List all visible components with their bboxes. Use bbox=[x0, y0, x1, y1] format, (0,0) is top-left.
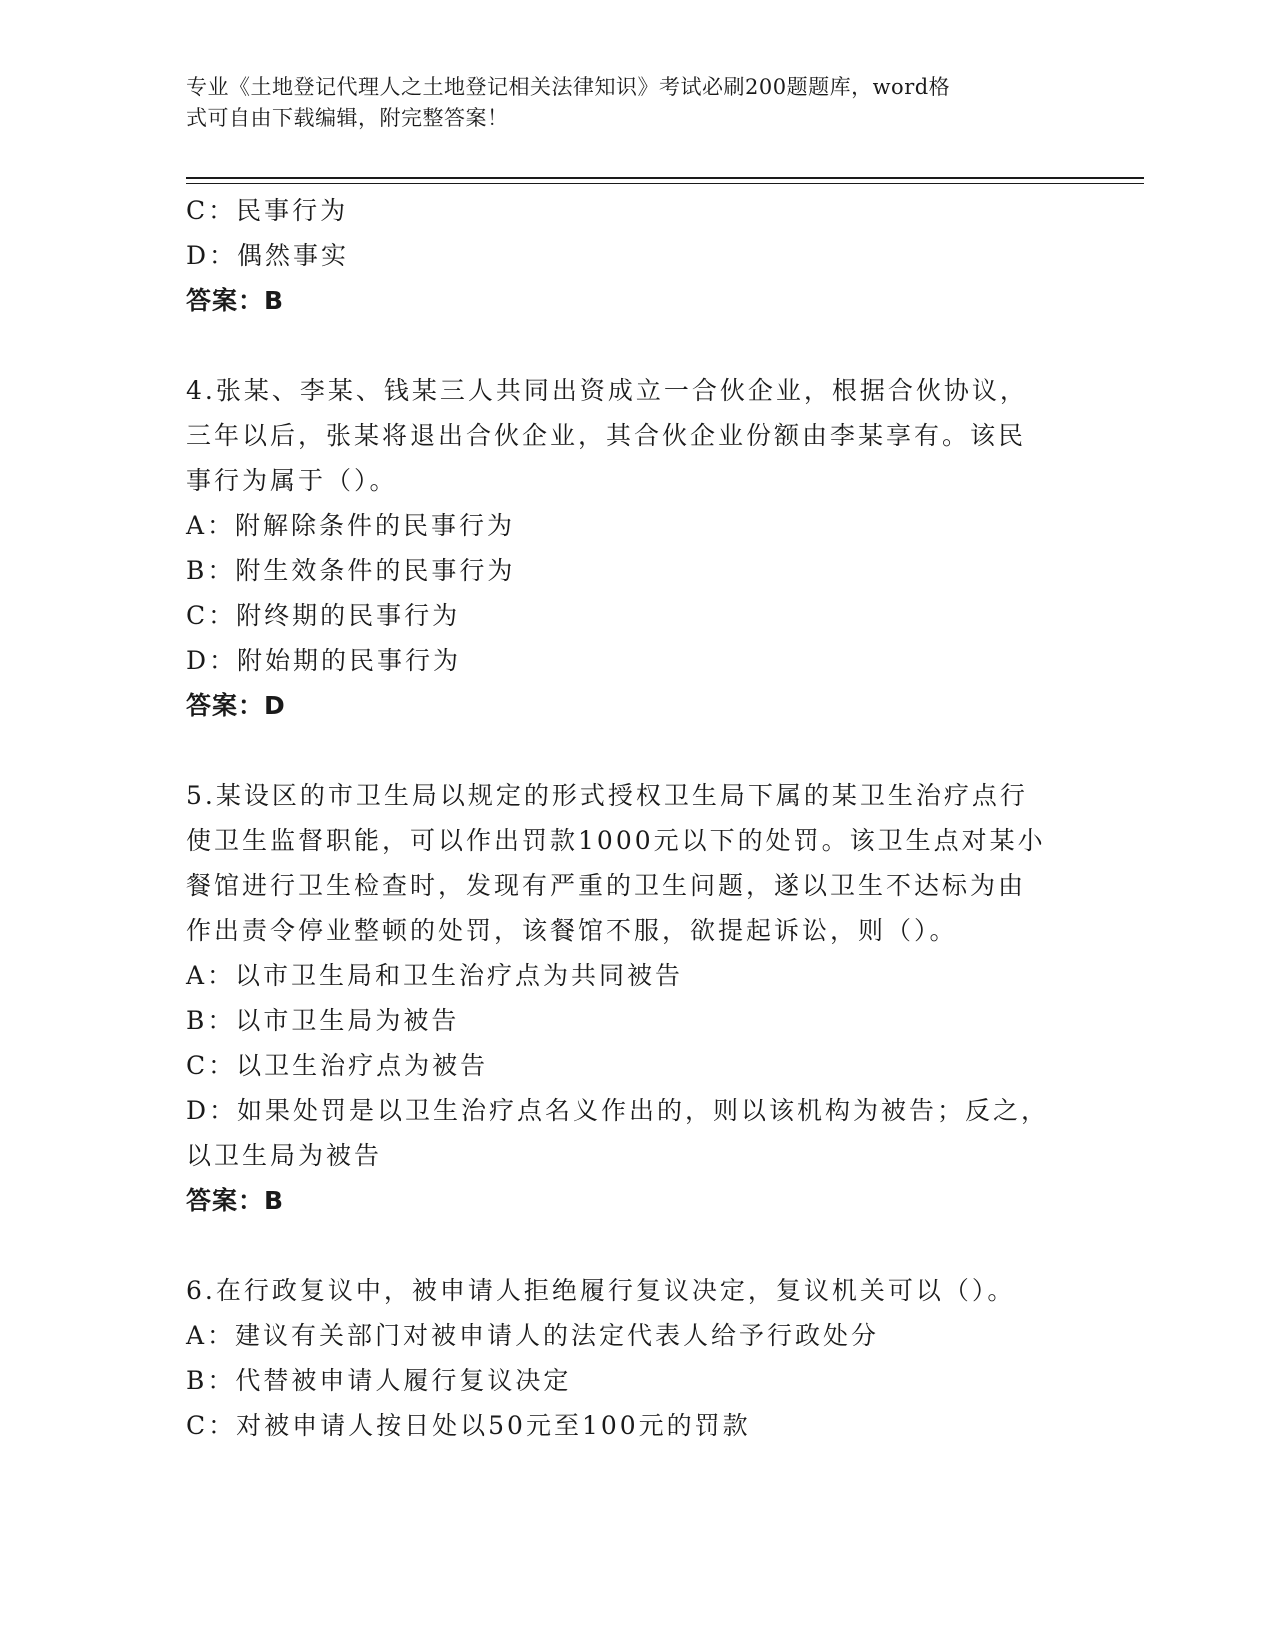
page-header bbox=[186, 72, 1086, 134]
q5-stem-line-1: 5.某设区的市卫生局以规定的形式授权卫生局下属的某卫生治疗点行 bbox=[186, 781, 1028, 810]
q4-stem-line-3: 事行为属于（）。 bbox=[186, 466, 398, 495]
question-3-tail bbox=[186, 188, 1086, 323]
q4-answer: 答案：D bbox=[186, 691, 286, 720]
q4-option-c: C：附终期的民事行为 bbox=[186, 601, 461, 630]
q5-option-b: B：以市卫生局为被告 bbox=[186, 1006, 460, 1035]
q3-option-c: C：民事行为 bbox=[186, 196, 349, 225]
spacer bbox=[186, 323, 1086, 368]
question-content bbox=[186, 188, 1086, 1448]
header-line-1: 专业《土地登记代理人之土地登记相关法律知识》考试必刷200题题库，word格 bbox=[186, 75, 951, 99]
q6-option-c: C：对被申请人按日处以50元至100元的罚款 bbox=[186, 1411, 751, 1440]
q5-stem-line-3: 餐馆进行卫生检查时，发现有严重的卫生问题，遂以卫生不达标为由 bbox=[186, 871, 1027, 900]
q5-option-d-line-1: D：如果处罚是以卫生治疗点名义作出的，则以该机构为被告；反之， bbox=[186, 1096, 1050, 1125]
question-4 bbox=[186, 368, 1086, 728]
q5-option-c: C：以卫生治疗点为被告 bbox=[186, 1051, 489, 1080]
header-line-2: 式可自由下载编辑，附完整答案！ bbox=[186, 106, 509, 130]
q5-option-d-line-2: 以卫生局为被告 bbox=[186, 1141, 383, 1170]
q6-option-a: A：建议有关部门对被申请人的法定代表人给予行政处分 bbox=[186, 1321, 880, 1350]
q3-answer: 答案：B bbox=[186, 286, 285, 315]
q5-stem-line-2: 使卫生监督职能，可以作出罚款1000元以下的处罚。该卫生点对某小 bbox=[186, 826, 1046, 855]
question-6 bbox=[186, 1268, 1086, 1448]
question-5 bbox=[186, 773, 1086, 1223]
q4-option-a: A：附解除条件的民事行为 bbox=[186, 511, 516, 540]
q3-option-d: D：偶然事实 bbox=[186, 241, 350, 270]
q4-option-b: B：附生效条件的民事行为 bbox=[186, 556, 516, 585]
spacer bbox=[186, 1223, 1086, 1268]
q4-stem-line-2: 三年以后，张某将退出合伙企业，其合伙企业份额由李某享有。该民 bbox=[186, 421, 1027, 450]
header-divider bbox=[186, 177, 1144, 184]
q5-stem-line-4: 作出责令停业整顿的处罚，该餐馆不服，欲提起诉讼，则（）。 bbox=[186, 916, 958, 945]
q5-answer: 答案：B bbox=[186, 1186, 285, 1215]
q4-option-d: D：附始期的民事行为 bbox=[186, 646, 462, 675]
q6-option-b: B：代替被申请人履行复议决定 bbox=[186, 1366, 572, 1395]
spacer bbox=[186, 728, 1086, 773]
q4-stem-line-1: 4.张某、李某、钱某三人共同出资成立一合伙企业，根据合伙协议， bbox=[186, 376, 1028, 405]
q6-stem-line-1: 6.在行政复议中，被申请人拒绝履行复议决定，复议机关可以（）。 bbox=[186, 1276, 1016, 1305]
q5-option-a: A：以市卫生局和卫生治疗点为共同被告 bbox=[186, 961, 684, 990]
